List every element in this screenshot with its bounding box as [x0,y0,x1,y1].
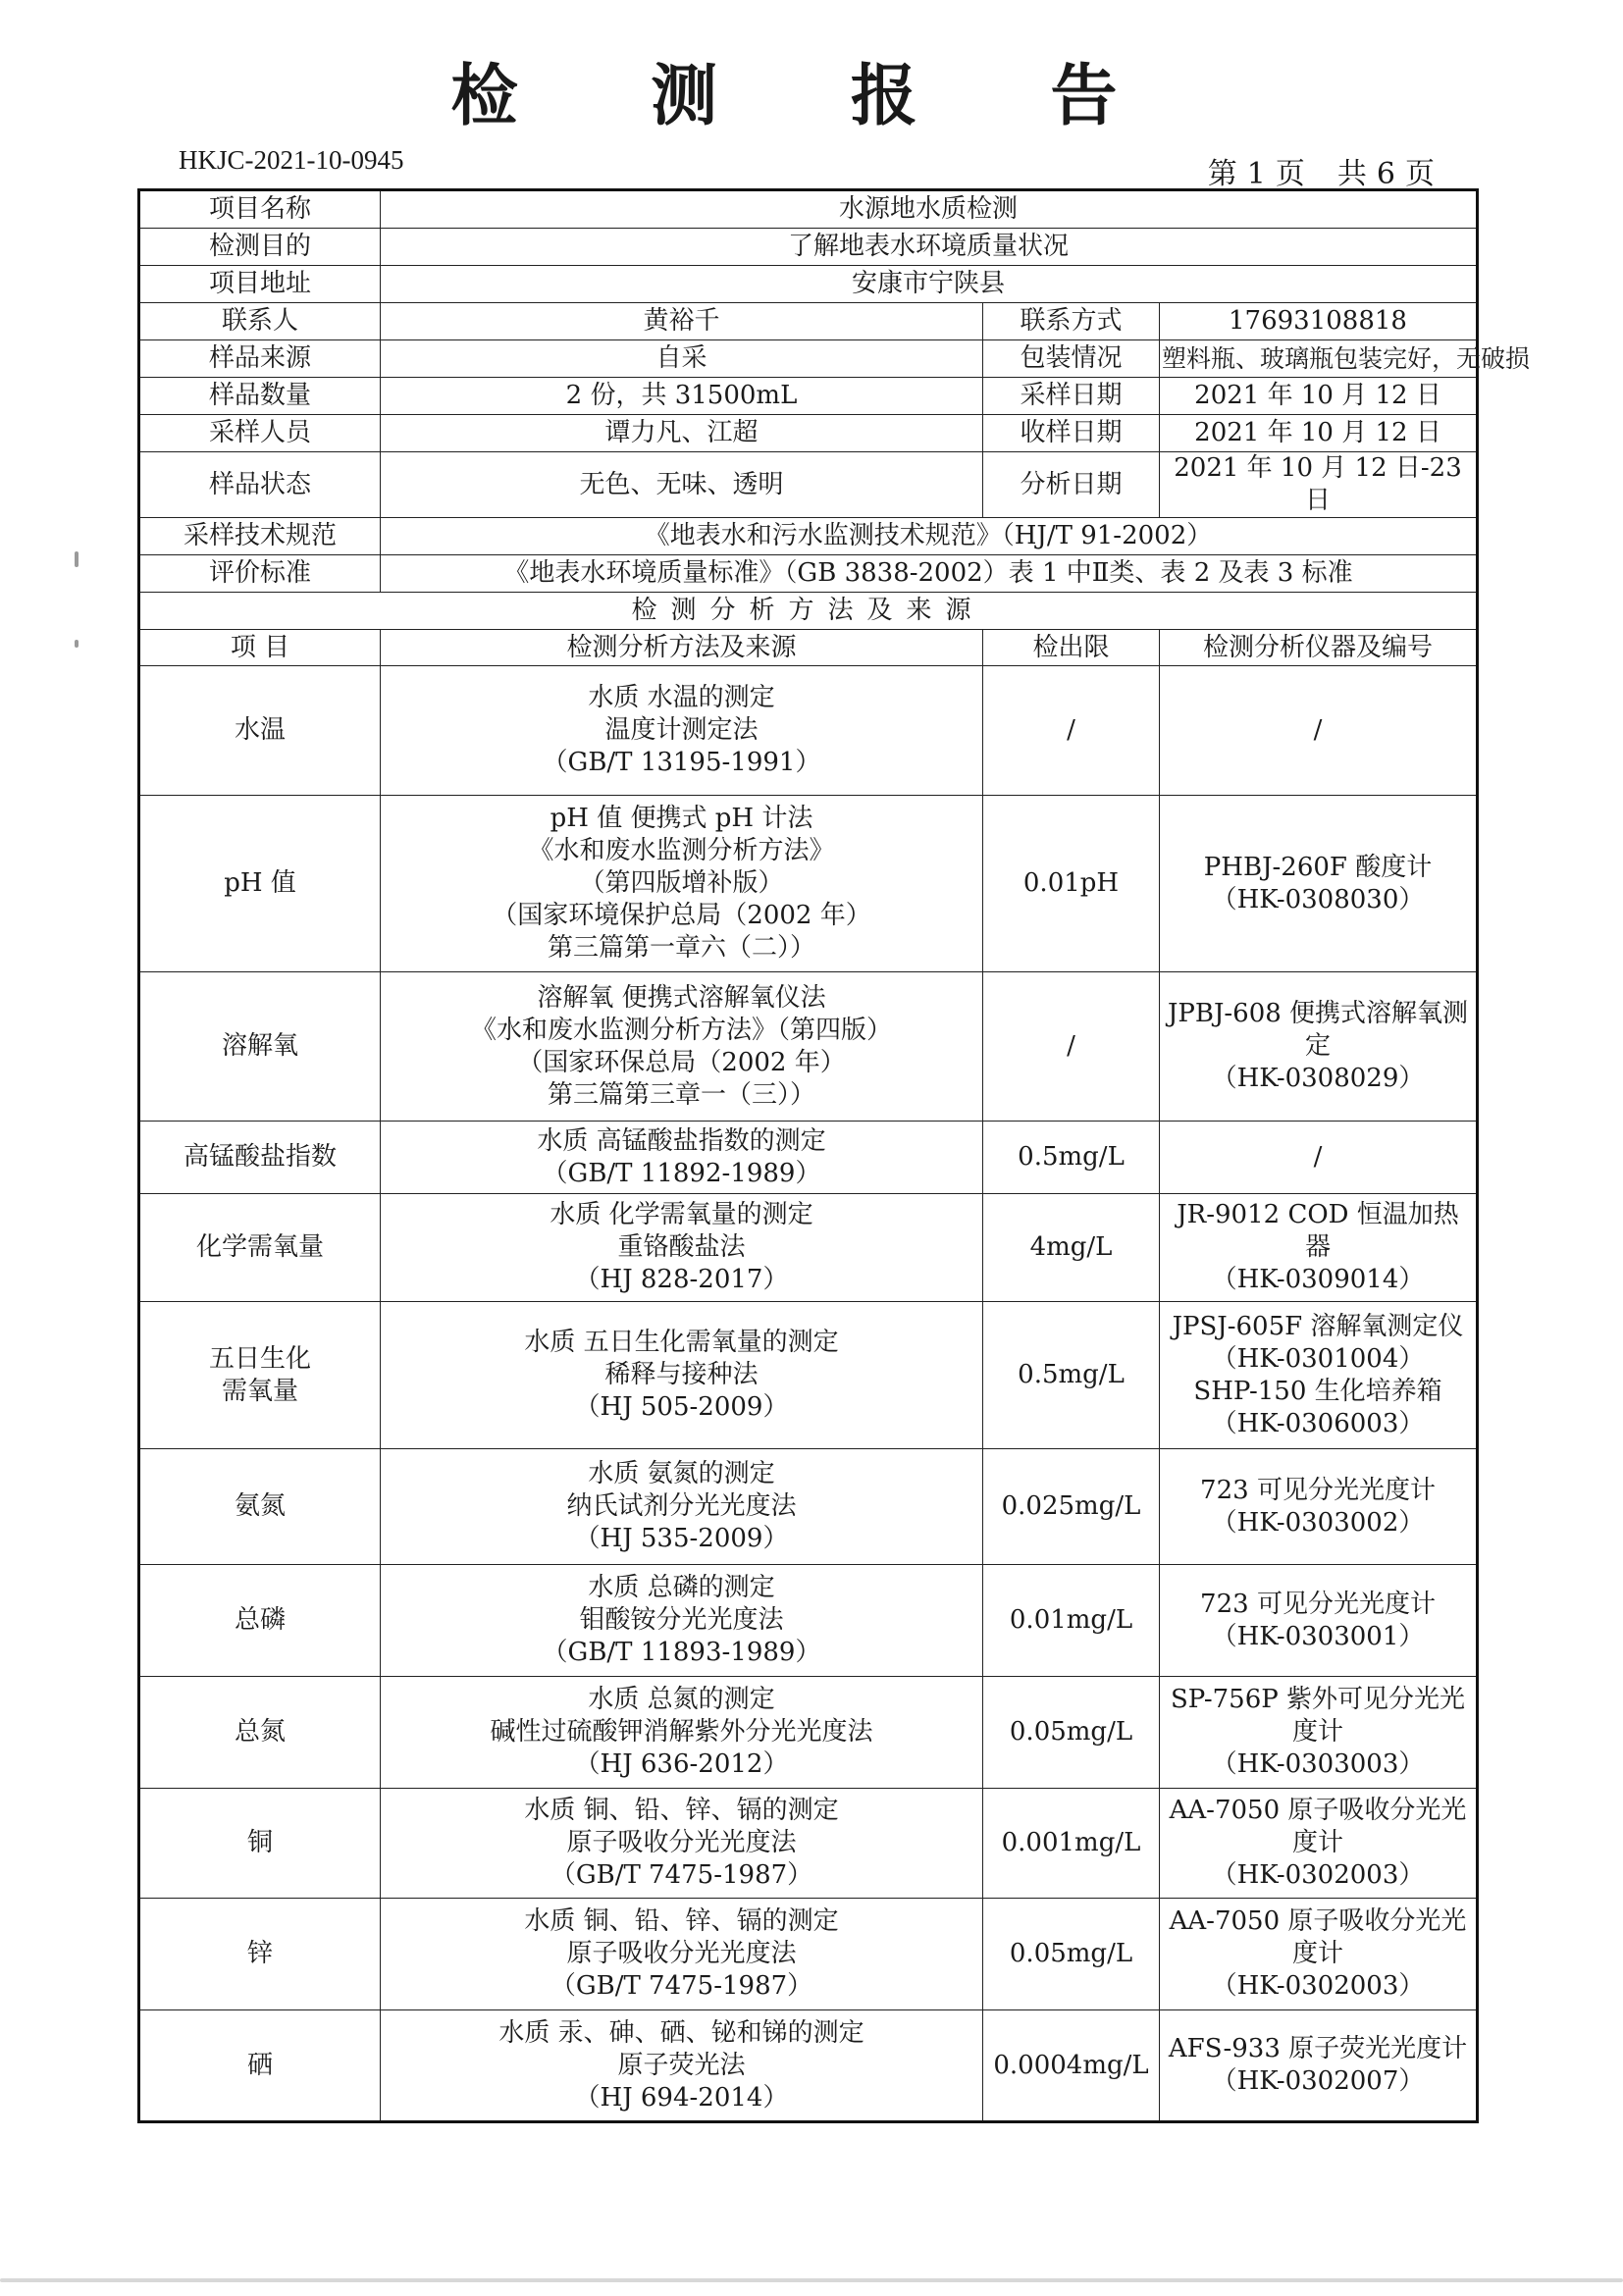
info-label: 联系方式 [983,303,1160,340]
method-description [381,1565,983,1677]
column-header-item: 项 目 [139,630,381,666]
info-value: 水源地水质检测 [381,190,1478,229]
method-description-line: （国家环境保护总局（2002 年） [492,901,871,930]
instrument-line: （HK-0309014） [1211,1265,1425,1294]
method-description-line: 《水和废水监测分析方法》（第四版） [470,1015,892,1045]
page-label: 共 [1336,157,1369,191]
method-item [139,2010,381,2122]
instrument-line: PHBJ-260F 酸度计 [1203,852,1433,882]
instrument-line: （HK-0306003） [1211,1408,1425,1438]
method-description [381,1789,983,1899]
method-item-line: 五日生化 [208,1343,311,1374]
scan-mark [75,640,79,648]
instrument [1160,1449,1478,1565]
method-description-line: （GB/T 11893-1989） [542,1638,821,1667]
info-row-address [139,266,1478,303]
method-description [381,1449,983,1565]
method-row [139,1899,1478,2010]
method-description-line: 水质 氨氮的测定 [588,1459,775,1488]
method-description [381,1899,983,2010]
method-description [381,1677,983,1789]
method-row [139,1677,1478,1789]
instrument-line: 723 可见分光光度计 [1200,1589,1436,1619]
method-item-line: 硒 [246,2050,273,2080]
column-header-limit: 检出限 [983,630,1160,666]
method-row [139,796,1478,972]
instrument-line: JR-9012 COD 恒温加热器 [1177,1200,1459,1262]
method-description-line: 原子吸收分光光度法 [566,1828,797,1857]
method-item [139,1449,381,1565]
method-row [139,1302,1478,1449]
method-item [139,1789,381,1899]
instrument-line: JPBJ-608 便携式溶解氧测定 [1167,999,1469,1061]
method-item [139,1899,381,2010]
method-description [381,2010,983,2122]
method-item-line: 氨氮 [234,1491,286,1521]
info-label: 样品数量 [139,378,381,415]
method-description-line: 水质 总磷的测定 [588,1573,775,1602]
info-value: 了解地表水环境质量状况 [381,229,1478,266]
info-row-sampler [139,415,1478,452]
method-description-line: 水质 五日生化需氧量的测定 [524,1328,839,1357]
method-row [139,2010,1478,2122]
method-description [381,666,983,796]
methods-section-title-row [139,593,1478,630]
instrument [1160,1677,1478,1789]
method-item [139,972,381,1122]
info-label: 样品状态 [139,452,381,518]
scan-mark [0,2278,1623,2282]
method-item [139,1302,381,1449]
info-row-spec [139,518,1478,555]
info-value: 2021 年 10 月 12 日 [1160,415,1478,452]
info-label: 项目地址 [139,266,381,303]
detection-limit: / [983,972,1160,1122]
page-total: 6 [1376,157,1397,191]
column-header-method: 检测分析方法及来源 [381,630,983,666]
page-indicator [1204,149,1440,192]
instrument-line: SHP-150 生化培养箱 [1193,1376,1442,1406]
method-description-line: 《水和废水监测分析方法》 [528,836,835,865]
method-description-line: 第三篇第三章一（三）） [547,1079,815,1110]
method-description-line: 原子吸收分光光度法 [566,1939,797,1968]
info-value: 《地表水环境质量标准》（GB 3838-2002）表 1 中Ⅱ类、表 2 及表 3 标准 [381,555,1478,593]
method-row [139,1789,1478,1899]
method-description-line: （GB/T 11892-1989） [542,1158,821,1188]
detection-limit: 0.5mg/L [983,1302,1160,1449]
page-current: 1 [1246,157,1268,191]
info-value: 塑料瓶、玻璃瓶包装完好，无破损 [1160,340,1478,378]
method-description-line: （HJ 636-2012） [574,1749,789,1779]
instrument-line: （HK-0308030） [1211,884,1425,914]
method-row [139,1565,1478,1677]
method-description-line: 温度计测定法 [604,715,759,745]
method-description-line: （HJ 535-2009） [574,1524,789,1553]
method-description-line: 重铬酸盐法 [617,1232,746,1262]
page-label: 第 [1207,157,1239,191]
method-row [139,1449,1478,1565]
method-description-line: 水质 总氮的测定 [588,1685,775,1714]
info-value: 17693108818 [1160,303,1478,340]
method-item [139,796,381,972]
method-description-line: 水质 汞、砷、硒、铋和锑的测定 [498,2017,864,2048]
method-description-line: （HJ 828-2017） [574,1265,789,1294]
info-row-purpose [139,229,1478,266]
page-label: 页 [1275,157,1307,191]
method-item-line: 需氧量 [221,1376,298,1406]
info-label: 样品来源 [139,340,381,378]
detection-limit: 0.05mg/L [983,1899,1160,2010]
method-description-line: 稀释与接种法 [604,1360,759,1389]
instrument-line: AA-7050 原子吸收分光光度计 [1169,1906,1467,1968]
instrument-line: AA-7050 原子吸收分光光度计 [1169,1796,1467,1857]
info-label: 检测目的 [139,229,381,266]
method-item-line: 化学需氧量 [195,1232,324,1262]
detection-limit: 0.025mg/L [983,1449,1160,1565]
instrument-line: （HK-0303002） [1211,1507,1425,1538]
instrument [1160,796,1478,972]
method-item [139,1677,381,1789]
instrument-line: SP-756P 紫外可见分光光度计 [1170,1685,1466,1747]
detection-limit: 0.01mg/L [983,1565,1160,1677]
method-description-line: 水质 高锰酸盐指数的测定 [537,1125,826,1156]
method-description-line: （HJ 505-2009） [574,1392,789,1422]
method-description [381,1122,983,1194]
method-description-line: 纳氏试剂分光光度法 [566,1491,797,1521]
info-row-project-name [139,190,1478,229]
method-item [139,666,381,796]
method-description-line: 碱性过硫酸钾消解紫外分光光度法 [490,1717,873,1747]
info-label: 采样技术规范 [139,518,381,555]
method-description-line: 原子荧光法 [617,2050,746,2080]
method-description [381,796,983,972]
method-description-line: pH 值 便携式 pH 计法 [550,804,813,833]
info-label: 项目名称 [139,190,381,229]
methods-column-headers [139,630,1478,666]
info-row-quantity [139,378,1478,415]
method-description [381,972,983,1122]
method-item [139,1122,381,1194]
instrument-line: JPSJ-605F 溶解氧测定仪 [1172,1311,1464,1341]
info-label: 联系人 [139,303,381,340]
detection-limit: / [983,666,1160,796]
instrument [1160,1194,1478,1302]
instrument-line: （HK-0308029） [1211,1064,1425,1093]
method-description-line: 水质 铜、铅、锌、镉的测定 [524,1906,839,1936]
info-value: 2021 年 10 月 12 日 [1160,378,1478,415]
instrument-line: （HK-0302003） [1211,1971,1425,2001]
method-item-line: 铜 [246,1828,273,1857]
detection-limit: 0.05mg/L [983,1677,1160,1789]
scan-mark [75,551,79,567]
info-value: 2 份，共 31500mL [381,378,983,415]
method-description-line: （HJ 694-2014） [574,2082,789,2113]
column-header-instrument: 检测分析仪器及编号 [1160,630,1478,666]
method-description-line: （第四版增补版） [579,868,784,898]
info-label: 包装情况 [983,340,1160,378]
method-row [139,972,1478,1122]
info-value: 《地表水和污水监测技术规范》（HJ/T 91-2002） [381,518,1478,555]
instrument-line: （HK-0302003） [1211,1860,1425,1890]
method-item-line: 高锰酸盐指数 [183,1142,337,1172]
instrument-line: （HK-0303001） [1211,1621,1425,1651]
method-item-line: 总氮 [234,1717,286,1747]
detection-limit: 0.5mg/L [983,1122,1160,1194]
method-description-line: 溶解氧 便携式溶解氧仪法 [537,982,826,1013]
method-description-line: 水质 铜、铅、锌、镉的测定 [524,1796,839,1825]
info-row-source [139,340,1478,378]
method-description-line: 第三篇第一章六（二）） [547,933,815,963]
instrument [1160,1789,1478,1899]
info-value: 安康市宁陕县 [381,266,1478,303]
detection-limit: 0.0004mg/L [983,2010,1160,2122]
method-row [139,1122,1478,1194]
instrument-line: （HK-0301004） [1211,1343,1425,1374]
instrument-line: / [1313,1142,1323,1172]
page-label: 页 [1405,157,1437,191]
method-description-line: （GB/T 13195-1991） [542,748,821,777]
info-row-standard [139,555,1478,593]
method-item-line: 水温 [234,715,286,745]
detection-limit: 0.01pH [983,796,1160,972]
info-label: 评价标准 [139,555,381,593]
method-description-line: （国家环保总局（2002 年） [517,1047,846,1077]
instrument [1160,2010,1478,2122]
method-description-line: 钼酸铵分光光度法 [579,1605,784,1635]
instrument [1160,1899,1478,2010]
detection-limit: 0.001mg/L [983,1789,1160,1899]
method-row [139,666,1478,796]
info-row-contact [139,303,1478,340]
method-row [139,1194,1478,1302]
instrument [1160,1122,1478,1194]
info-label: 收样日期 [983,415,1160,452]
method-item-line: 总磷 [234,1605,286,1635]
info-value: 谭力凡、江超 [381,415,983,452]
instrument-line: / [1313,715,1323,745]
info-row-state [139,452,1478,518]
instrument [1160,1302,1478,1449]
info-value: 黄裕千 [381,303,983,340]
info-label: 采样日期 [983,378,1160,415]
instrument [1160,1565,1478,1677]
method-description-line: 水质 水温的测定 [588,683,775,712]
report-title: 检 测 报 告 [450,57,1173,135]
instrument-line: AFS-933 原子荧光光度计 [1168,2034,1468,2063]
instrument [1160,972,1478,1122]
method-item-line: pH 值 [224,868,296,898]
method-description-line: （GB/T 7475-1987） [550,1860,813,1890]
info-value: 无色、无味、透明 [381,452,983,518]
report-table [137,188,1531,2123]
instrument-line: （HK-0303003） [1211,1749,1425,1779]
report-number: HKJC-2021-10-0945 [179,145,404,175]
method-description-line: 水质 化学需氧量的测定 [550,1200,813,1229]
method-description [381,1194,983,1302]
methods-section-title: 检测分析方法及来源 [139,593,1478,630]
instrument-line: 723 可见分光光度计 [1200,1475,1436,1505]
method-item [139,1565,381,1677]
method-item-line: 溶解氧 [221,1031,298,1061]
info-value: 自采 [381,340,983,378]
info-label: 分析日期 [983,452,1160,518]
method-item-line: 锌 [246,1939,273,1968]
method-description [381,1302,983,1449]
detection-limit: 4mg/L [983,1194,1160,1302]
method-item [139,1194,381,1302]
instrument-line: （HK-0302007） [1211,2066,1425,2096]
methods-rows [139,666,1478,2122]
info-label: 采样人员 [139,415,381,452]
info-value: 2021 年 10 月 12 日-23 日 [1160,452,1478,518]
instrument [1160,666,1478,796]
method-description-line: （GB/T 7475-1987） [550,1971,813,2001]
